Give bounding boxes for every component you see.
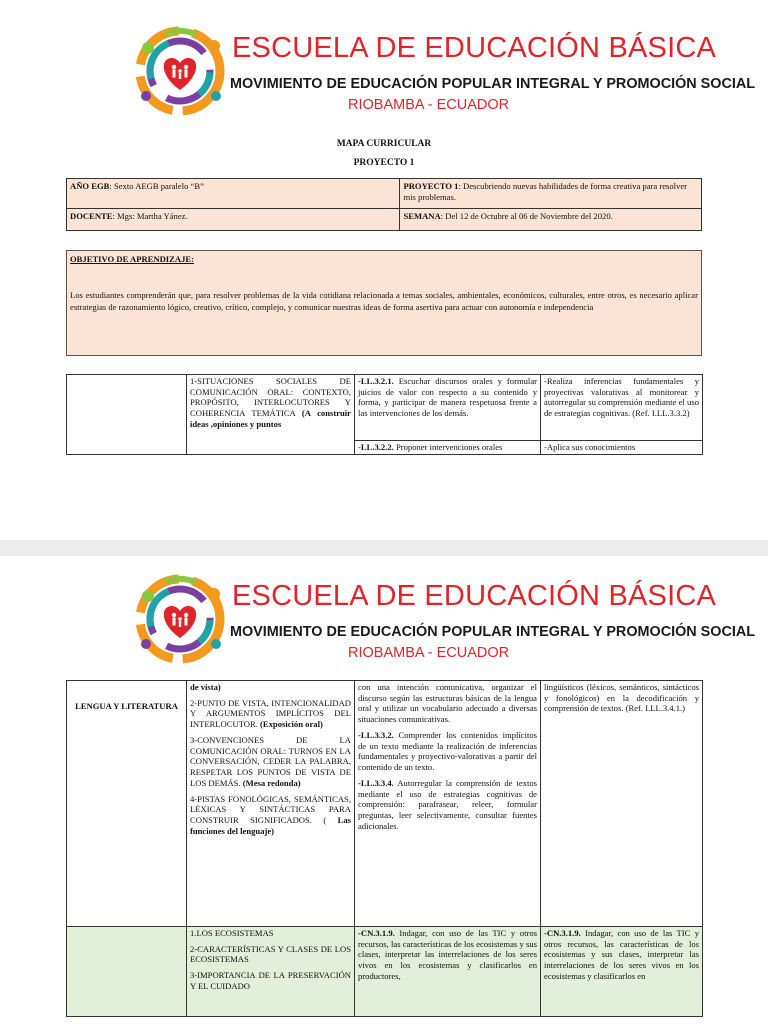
destreza-lengua-2 [358, 778, 537, 832]
content-a-bold: (A construir ideas ,opiniones y puntos [190, 408, 351, 429]
school-header-2 [130, 574, 756, 664]
docente-value: : Mgs: Martha Yánez. [112, 211, 188, 221]
doc-title: MAPA CURRICULAR [336, 139, 432, 149]
location: RIOBAMBA - ECUADOR [348, 645, 510, 661]
naturales-2: 2-CARACTERÍSTICAS Y CLASES DE LOS ECOSISTEMAS [190, 943, 351, 965]
naturales-eval-code: -CN.3.1.9. [544, 928, 581, 938]
docente-label: DOCENTE [70, 211, 113, 221]
info-table [66, 178, 702, 231]
subject-lengua-label: LENGUA Y LITERATURA [75, 701, 178, 711]
anio-cell [67, 179, 400, 209]
naturales-destreza-code: -CN.3.1.9. [358, 928, 395, 938]
semana-cell [400, 209, 702, 231]
content-cell-1 [187, 375, 355, 455]
anio-label: AÑO EGB [70, 181, 110, 191]
destreza-2-text: Proponer intervenciones orales [393, 442, 503, 452]
naturales-destreza-text: Indagar, con uso de las TIC y otros recursos, las características de los ecosistemas y sus clases, interpretar las interrelaciones de los seres vivos en los ecosistemas y clasificarlos en productores, [358, 928, 537, 981]
evaluacion-2: -Aplica sus conocimientos [544, 442, 636, 452]
content-4 [190, 794, 351, 837]
objetivo-box [66, 250, 702, 356]
destreza-2-code: -LL.3.2.2. [358, 442, 394, 452]
content-2-bold: (Exposición oral) [260, 719, 323, 730]
destreza-lengua-1-text: Comprender los contenidos implícitos de un texto mediante la realización de inferencias fundamentales y proyectivo-valorativas a partir del contenido de un texto. [358, 729, 537, 773]
naturales-eval-text: Indagar, con uso de las TIC y otros recursos, las características de los ecosistemas y sus clases, interpretar las interrelaciones de los seres vivos en los ecosistemas y clasificarlos en [544, 928, 699, 981]
movement-name: MOVIMIENTO DE EDUCACIÓN POPULAR INTEGRAL Y PROMOCIÓN SOCIAL [230, 624, 756, 640]
movement-name: MOVIMIENTO DE EDUCACIÓN POPULAR INTEGRAL Y PROMOCIÓN SOCIAL [230, 76, 756, 92]
school-name: ESCUELA DE EDUCACIÓN BÁSICA [232, 32, 717, 64]
semana-value: : Del 12 de Octubre al 06 de Noviembre del 2020. [440, 211, 613, 221]
curriculum-table-2 [66, 680, 703, 1017]
content-3 [190, 735, 351, 789]
content-2 [190, 698, 351, 730]
evaluacion-cell-1 [541, 375, 703, 441]
destreza-lengua-1-code: -LL.3.3.2. [358, 729, 394, 740]
destreza-1-code: -LL.3.2.1. [358, 376, 394, 386]
evaluacion-cell-naturales [541, 927, 703, 1017]
content-0: de vista) [190, 682, 221, 692]
destreza-cell-naturales [355, 927, 541, 1017]
destreza-cell-2 [355, 441, 541, 455]
destreza-0: con una intención comunicativa, organizar el discurso según las estructuras básicas de la lengua oral y utilizar un vocabulario adecuado a diversas situaciones comunicativas. [358, 682, 537, 725]
doc-subtitle: PROYECTO 1 [353, 158, 415, 168]
semana-label: SEMANA [403, 211, 441, 221]
anio-value: : Sexto AEGB paralelo “B” [109, 181, 204, 191]
content-3-text: 3-CONVENCIONES DE LA COMUNICACIÓN ORAL: TURNOS EN LA CONVERSACIÓN, CEDER LA PALABRA, RESPETAR LOS PUNTOS DE VISTA DE LOS DEMÁS. [190, 734, 351, 788]
proyecto-cell [400, 179, 702, 209]
subject-naturales [67, 927, 187, 1017]
family-heart-logo-icon [130, 574, 230, 664]
evaluacion-cell-lengua [541, 681, 703, 927]
naturales-3: 3-IMPORTANCIA DE LA PRESERVACIÓN Y EL CUIDADO [190, 970, 351, 991]
content-3-bold: (Mesa redonda) [242, 777, 301, 788]
page-gap [0, 540, 768, 556]
objetivo-label: OBJETIVO DE APRENDIZAJE: [70, 254, 194, 264]
docente-cell [67, 209, 400, 231]
destreza-1-text: Escuchar discursos orales y formular juicios de valor con respecto a su contenido y forma, y participar de manera respetuosa frente a las intervenciones de los demás. [358, 376, 537, 419]
curriculum-table-1 [66, 374, 703, 455]
school-name: ESCUELA DE EDUCACIÓN BÁSICA [232, 580, 717, 612]
evaluacion-1: -Realiza inferencias fundamentales y proyectivas valorativas al monitorear y autorregular su comprensión mediante el uso de estrategias cognitivas. (Ref. I.LL.3.3.2) [544, 376, 699, 419]
naturales-1: 1.LOS ECOSISTEMAS [190, 928, 274, 938]
destreza-lengua-2-code: -LL.3.3.4. [358, 777, 394, 788]
school-header-1 [130, 26, 756, 116]
evaluacion-cell-2 [541, 441, 703, 455]
content-4-bold: Las funciones del lenguaje) [190, 815, 351, 836]
location: RIOBAMBA - ECUADOR [348, 97, 510, 113]
subject-cell-empty [67, 375, 187, 455]
proyecto-label: PROYECTO 1 [403, 181, 459, 191]
destreza-cell-lengua [355, 681, 541, 927]
content-cell-naturales [187, 927, 355, 1017]
subject-lengua [67, 681, 187, 927]
content-a: 1-SITUACIONES SOCIALES DE COMUNICACIÓN ORAL: CONTEXTO, PROPÓSITO, INTERLOCUTORES Y COHERENCIA TEMÁTICA [190, 376, 351, 419]
family-heart-logo-icon [130, 26, 230, 116]
proyecto-value: : Descubriendo nuevas habilidades de forma creativa para resolver mis problemas. [403, 181, 688, 202]
destreza-lengua-2-text: Autorregular la comprensión de textos mediante el uso de estrategias cognitivas de comprensión: parafrasear, releer, formular preguntas, leer selectivamente, consultar fuentes adicionales. [358, 777, 537, 831]
evaluacion-0: lingüísticos (léxicos, semánticos, sintácticos y fonológicos) en la decodificación y comprensión de textos. (Ref. I.LL.3.4.1.) [544, 682, 699, 714]
content-4-text: 4-PISTAS FONOLÓGICAS, SEMÁNTICAS, LÉXICAS Y SINTÁCTICAS PARA CONSTRUIR SIGNIFICADOS. ( [190, 793, 351, 826]
content-cell-lengua [187, 681, 355, 927]
content-2-text: 2-PUNTO DE VISTA, INTENCIONALIDAD Y ARGUMENTOS IMPLÍCITOS DEL INTERLOCUTOR. [190, 697, 351, 730]
objetivo-text: Los estudiantes comprenderán que, para resolver problemas de la vida cotidiana relacionada a temas sociales, ambientales, económicos, culturales, entre otros, es necesario aplicar estrategias de razonamiento lógico, creativo, crítico, complejo, y comunicar nuestras ideas de forma asertiva para actuar con autonomía e independencia [70, 290, 698, 313]
destreza-cell-1 [355, 375, 541, 441]
destreza-lengua-1 [358, 730, 537, 773]
